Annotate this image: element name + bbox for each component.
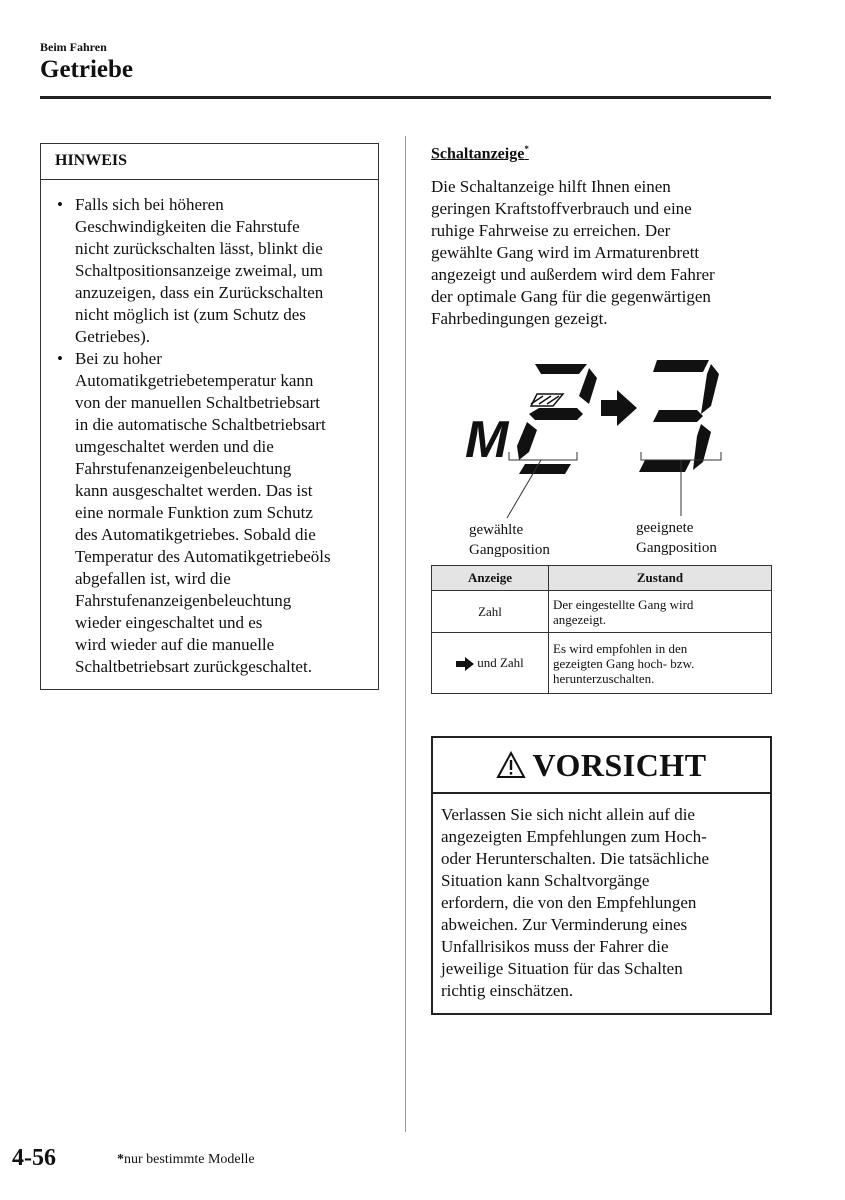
- footnote: [117, 1152, 255, 1168]
- bracket-suggested: [641, 452, 721, 460]
- current-gear-digit: [517, 364, 597, 474]
- footnote-text: nur bestimmte Modelle: [124, 1152, 255, 1167]
- shift-indicator-heading: Schaltanzeige*: [431, 144, 529, 163]
- gear-display-figure: [431, 352, 771, 562]
- table-cell: Zahl: [432, 591, 549, 633]
- note-box: [40, 143, 379, 690]
- bullet-icon: •: [57, 195, 63, 214]
- bullet-icon: •: [57, 349, 63, 368]
- note-item: [57, 194, 370, 348]
- label-selected-gear: gewählte Gangposition: [469, 522, 550, 558]
- caution-text: Verlassen Sie sich nicht allein auf die angezeigten Empfehlungen zum Hoch- oder Herunterschalten. Die tatsächliche Situation kann Schaltvorgänge erfordern, die von den Empfehlungen abweichen. Zur Verminderung eines Unfallrisikos muss der Fahrer die jeweilige Situation für das Schalten richtig einschätzen.: [441, 805, 710, 1000]
- column-divider: [405, 136, 406, 1132]
- note-list: [41, 180, 378, 678]
- note-title: HINWEIS: [41, 144, 378, 180]
- suggestion-arrow-icon: [601, 390, 637, 426]
- caution-box: [431, 736, 772, 1015]
- table-cell: Es wird empfohlen in den gezeigten Gang hoch- bzw. herunterzuschalten.: [549, 633, 772, 694]
- right-arrow-icon: [456, 657, 474, 671]
- table-header-cell: Zustand: [549, 566, 772, 591]
- note-item: [57, 348, 370, 678]
- footnote-mark: *: [117, 1152, 124, 1167]
- table-header-row: [432, 566, 772, 591]
- table-cell: und Zahl: [432, 633, 549, 694]
- shift-indicator-text: Die Schaltanzeige hilft Ihnen einen geringen Kraftstoffverbrauch und eine ruhige Fahrweise zu erreichen. Der gewählte Gang wird im Armaturenbrett angezeigt und außerdem wird dem Fahrer der optimale Gang für die gegenwärtigen Fahrbedingungen gezeigt.: [431, 177, 715, 328]
- page-title: Getriebe: [40, 56, 134, 83]
- table-cell: Der eingestellte Gang wird angezeigt.: [549, 591, 772, 633]
- indicator-table: [431, 565, 772, 694]
- suggested-gear-digit: [639, 360, 719, 472]
- note-item-text: Bei zu hoher Automatikgetriebetemperatur kann von der manuellen Schaltbetriebsart in die automatische Schaltbetriebsart umgeschaltet werden und die Fahrstufenanzeigenbeleuchtung kann ausgeschaltet werden. Das ist eine normale Funktion zum Schutz des Automatikgetriebes. Sobald die Temperatur des Automatikgetriebeöls abgefallen ist, wird die Fahrstufenanzeigenbeleuchtung wieder eingeschaltet und es wird wieder auf die manuelle Schaltbetriebsart zurückgeschaltet.: [75, 349, 331, 676]
- page-number: 4-56: [12, 1145, 56, 1171]
- caution-title: VORSICHT: [532, 746, 707, 783]
- table-row: [432, 591, 772, 633]
- mode-letter: M: [465, 411, 509, 469]
- table-row: [432, 633, 772, 694]
- label-suitable-gear: geeignete Gangposition: [636, 520, 717, 556]
- warning-icon: [496, 751, 526, 779]
- table-header-cell: Anzeige: [432, 566, 549, 591]
- footnote-mark: *: [524, 144, 529, 154]
- section-label: Beim Fahren: [40, 40, 107, 54]
- caution-header: [433, 738, 770, 794]
- title-rule: [40, 96, 771, 99]
- note-item-text: Falls sich bei höheren Geschwindigkeiten die Fahrstufe nicht zurückschalten lässt, blinkt die Schaltpositionsanzeige zweimal, um anzuzeigen, dass ein Zurückschalten nicht möglich ist (zum Schutz des Getriebes).: [75, 195, 324, 346]
